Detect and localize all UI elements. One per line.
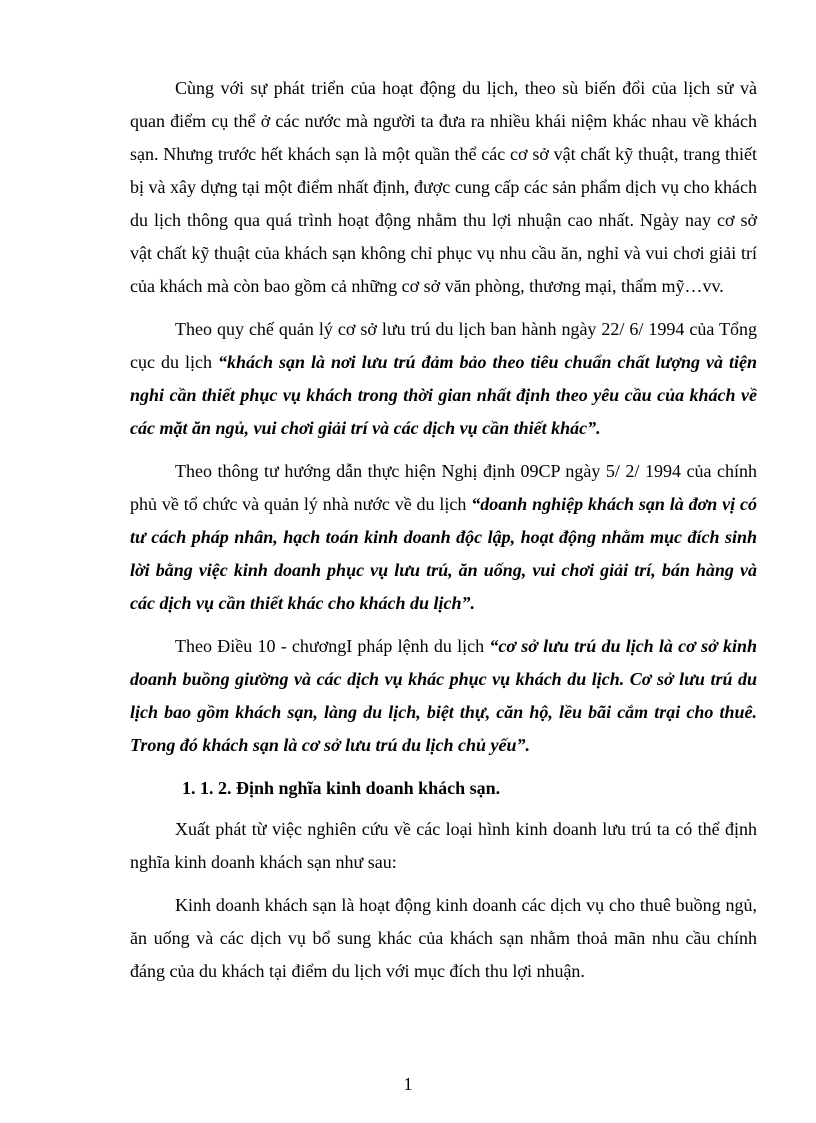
paragraph-regulation-definition bbox=[130, 313, 757, 445]
paragraph-text: Cùng với sự phát triển của hoạt động du lịch, theo sù biến đổi của lịch sử và quan điểm cụ thể ở các nước mà người ta đưa ra nhiều khái niệm khác nhau về khách sạn. Nhưng trước hết khách sạn là một quần thể các cơ sở vật chất kỹ thuật, trang thiết bị và xây dựng tại một điểm nhất định, được cung cấp các sản phẩm dịch vụ cho khách du lịch thông qua quá trình hoạt động nhằm thu lợi nhuận cao nhất. Ngày nay cơ sở vật chất kỹ thuật của khách sạn không chỉ phục vụ nhu cầu ăn, nghỉ và vui chơi giải trí của khách mà còn bao gồm cả những cơ sở văn phòng, thương mại, thẩm mỹ…vv. bbox=[130, 78, 757, 296]
quoted-definition: “cơ sở lưu trú du lịch là cơ sở kinh doanh buồng giường và các dịch vụ khác phục vụ khách du lịch. Cơ sở lưu trú du lịch bao gồm khách sạn, làng du lịch, biệt thự, căn hộ, lều bãi cắm trại cho thuê. Trong đó khách sạn là cơ sở lưu trú du lịch chủ yếu”. bbox=[130, 636, 757, 755]
paragraph-intro: Xuất phát từ việc nghiên cứu về các loại hình kinh doanh lưu trú ta có thể định nghĩa kinh doanh khách sạn như sau: bbox=[130, 819, 757, 872]
paragraph-text: Theo thông tư hướng dẫn thực hiện Nghị định 09CP ngày 5/ 2/ 1994 của chính phủ về tổ chức và quản lý nhà nước về du lịch bbox=[130, 461, 757, 514]
paragraph-text: Theo quy chế quản lý cơ sở lưu trú du lịch ban hành ngày 22/ 6/ 1994 của Tổng cục du lịch bbox=[130, 319, 757, 372]
document-body bbox=[130, 72, 757, 998]
section-heading: 1. 1. 2. Định nghĩa kinh doanh khách sạn. bbox=[182, 778, 501, 798]
quoted-definition: “doanh nghiệp khách sạn là đơn vị có tư cách pháp nhân, hạch toán kinh doanh độc lập, hoạt động nhằm mục đích sinh lời bằng việc kinh doanh phục vụ lưu trú, ăn uống, vui chơi giải trí, bán hàng và các dịch vụ cần thiết khác cho khách du lịch”. bbox=[130, 494, 757, 613]
paragraph-text: Theo Điều 10 - chươngI pháp lệnh du lịch bbox=[175, 636, 490, 656]
paragraph-ordinance-definition bbox=[130, 630, 757, 762]
quoted-definition: “khách sạn là nơi lưu trú đảm bảo theo tiêu chuẩn chất lượng và tiện nghi cần thiết phục vụ khách trong thời gian nhất định theo yêu cầu của khách về các mặt ăn ngủ, vui chơi giải trí và các dịch vụ cần thiết khác”. bbox=[130, 352, 757, 438]
paragraph-business-definition: Kinh doanh khách sạn là hoạt động kinh doanh các dịch vụ cho thuê buồng ngủ, ăn uống và các dịch vụ bổ sung khác của khách sạn nhằm thoả mãn nhu cầu chính đáng của du khách tại điểm du lịch với mục đích thu lợi nhuận. bbox=[130, 895, 757, 981]
paragraph-hotel-concept bbox=[130, 72, 757, 303]
paragraph-circular-definition bbox=[130, 455, 757, 620]
page-number: 1 bbox=[403, 1074, 413, 1094]
